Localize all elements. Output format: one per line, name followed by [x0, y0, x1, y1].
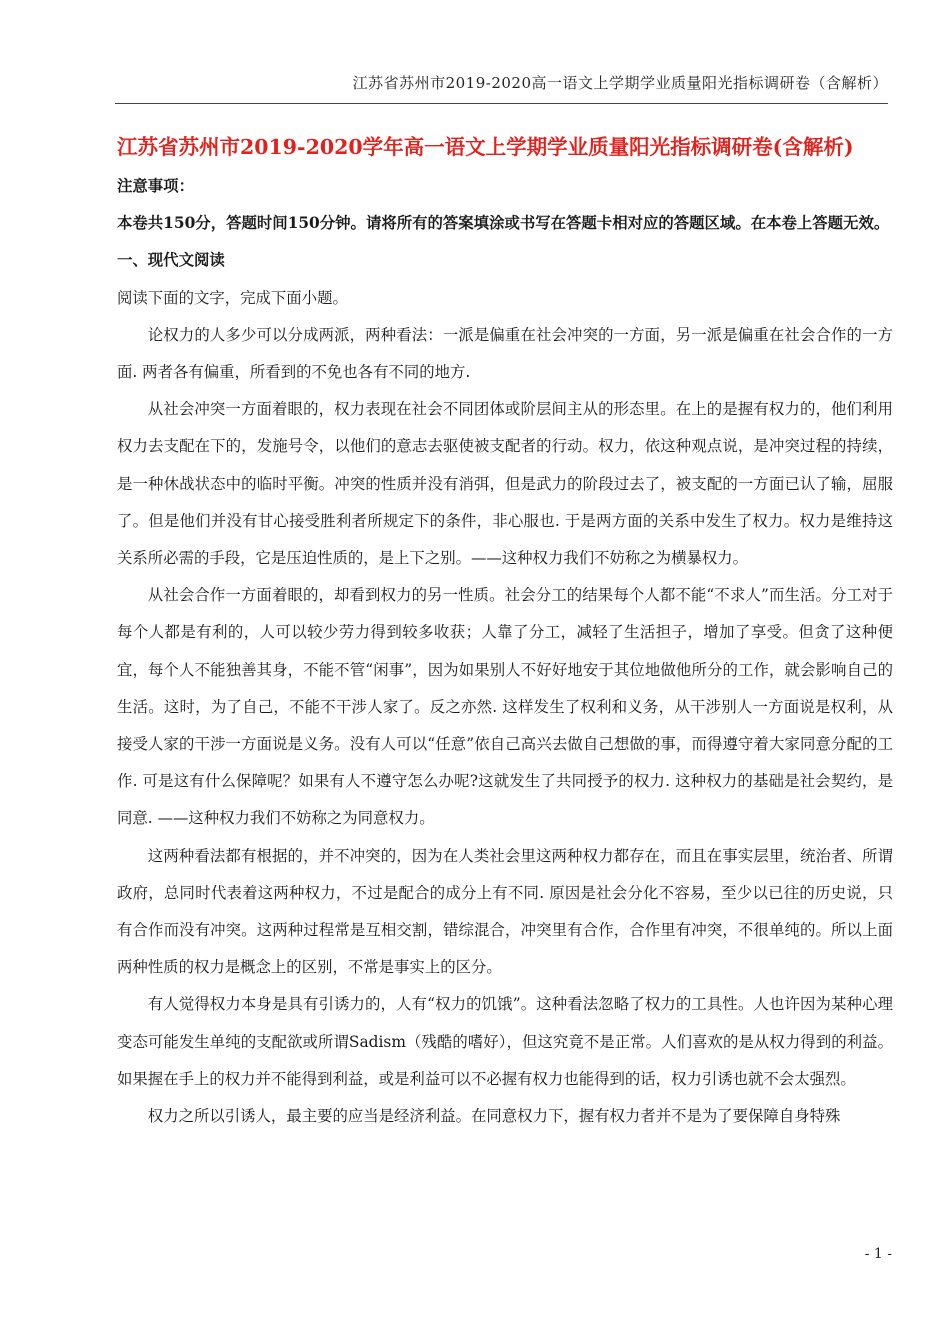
running-header: 江苏省苏州市2019-2020高一语文上学期学业质量阳光指标调研卷（含解析） [352, 74, 888, 92]
passage-paragraph: 论权力的人多少可以分成两派，两种看法：一派是偏重在社会冲突的一方面，另一派是偏重在社会合作的一方面. 两者各有偏重，所看到的不免也各有不同的地方. [117, 325, 893, 382]
document-title: 江苏省苏州市2019-2020学年高一语文上学期学业质量阳光指标调研卷(含解析) [117, 135, 854, 159]
reading-instruction: 阅读下面的文字，完成下面小题。 [117, 288, 348, 307]
document-body [117, 168, 893, 1135]
passage-paragraph: 权力之所以引诱人，最主要的应当是经济利益。在同意权力下，握有权力者并不是为了要保障自身特殊 [147, 1107, 841, 1126]
passage-paragraph: 有人觉得权力本身是具有引诱力的，人有“权力的饥饿”。这种看法忽略了权力的工具性。人也许因为某种心理变态可能发生单纯的支配欲或所谓Sadism（残酷的嗜好），但这究竟不是正常。人们喜欢的是从权力得到的利益。如果握在手上的权力并不能得到利益，或是利益可以不必握有权力也能得到的话，权力引诱也就不会太强烈。 [117, 995, 893, 1088]
notice-label: 注意事项： [117, 177, 194, 195]
section-heading: 一、现代文阅读 [117, 251, 225, 270]
passage-paragraph: 从社会冲突一方面着眼的，权力表现在社会不同团体或阶层间主从的形态里。在上的是握有权力的，他们利用权力去支配在下的，发施号令，以他们的意志去驱使被支配者的行动。权力，依这种观点说，是冲突过程的持续，是一种休战状态中的临时平衡。冲突的性质并没有消弭，但是武力的阶段过去了，被支配的一方面已认了输，屈服了。但是他们并没有甘心接受胜利者所规定下的条件，非心服也. 于是两方面的关系中发生了权力。权力是维持这关系所必需的手段，它是压迫性质的，是上下之别。——这种权力我们不妨称之为横暴权力。 [117, 400, 893, 568]
passage-paragraph: 这两种看法都有根据的，并不冲突的，因为在人类社会里这两种权力都存在，而且在事实层里，统治者、所谓政府，总同时代表着这两种权力，不过是配合的成分上有不同. 原因是社会分化不容易，至少以已往的历史说，只有合作而没有冲突。这两种过程常是互相交割，错综混合，冲突里有合作，合作里有冲突，不很单纯的。所以上面两种性质的权力是概念上的区别，不常是事实上的区分。 [117, 846, 893, 977]
page-number: - 1 - [864, 1246, 892, 1262]
notice-text: 本卷共150分，答题时间150分钟。请将所有的答案填涂或书写在答题卡相对应的答题区域。在本卷上答题无效。 [117, 214, 890, 233]
header-divider [115, 103, 888, 104]
passage-paragraph: 从社会合作一方面着眼的，却看到权力的另一性质。社会分工的结果每个人都不能“不求人”而生活。分工对于每个人都是有利的，人可以较少劳力得到较多收获；人靠了分工，减轻了生活担子，增加了享受。但贪了这种便宜，每个人不能独善其身，不能不管“闲事”，因为如果别人不好好地安于其位地做他所分的工作，就会影响自己的生活。这时，为了自己，不能不干涉人家了。反之亦然. 这样发生了权利和义务，从干涉别人一方面说是权利，从接受人家的干涉一方面说是义务。没有人可以“任意”依自己高兴去做自己想做的事，而得遵守着大家同意分配的工作. 可是这有什么保障呢？如果有人不遵守怎么办呢?这就发生了共同授予的权力. 这种权力的基础是社会契约，是同意. ——这种权力我们不妨称之为同意权力。 [117, 586, 893, 828]
